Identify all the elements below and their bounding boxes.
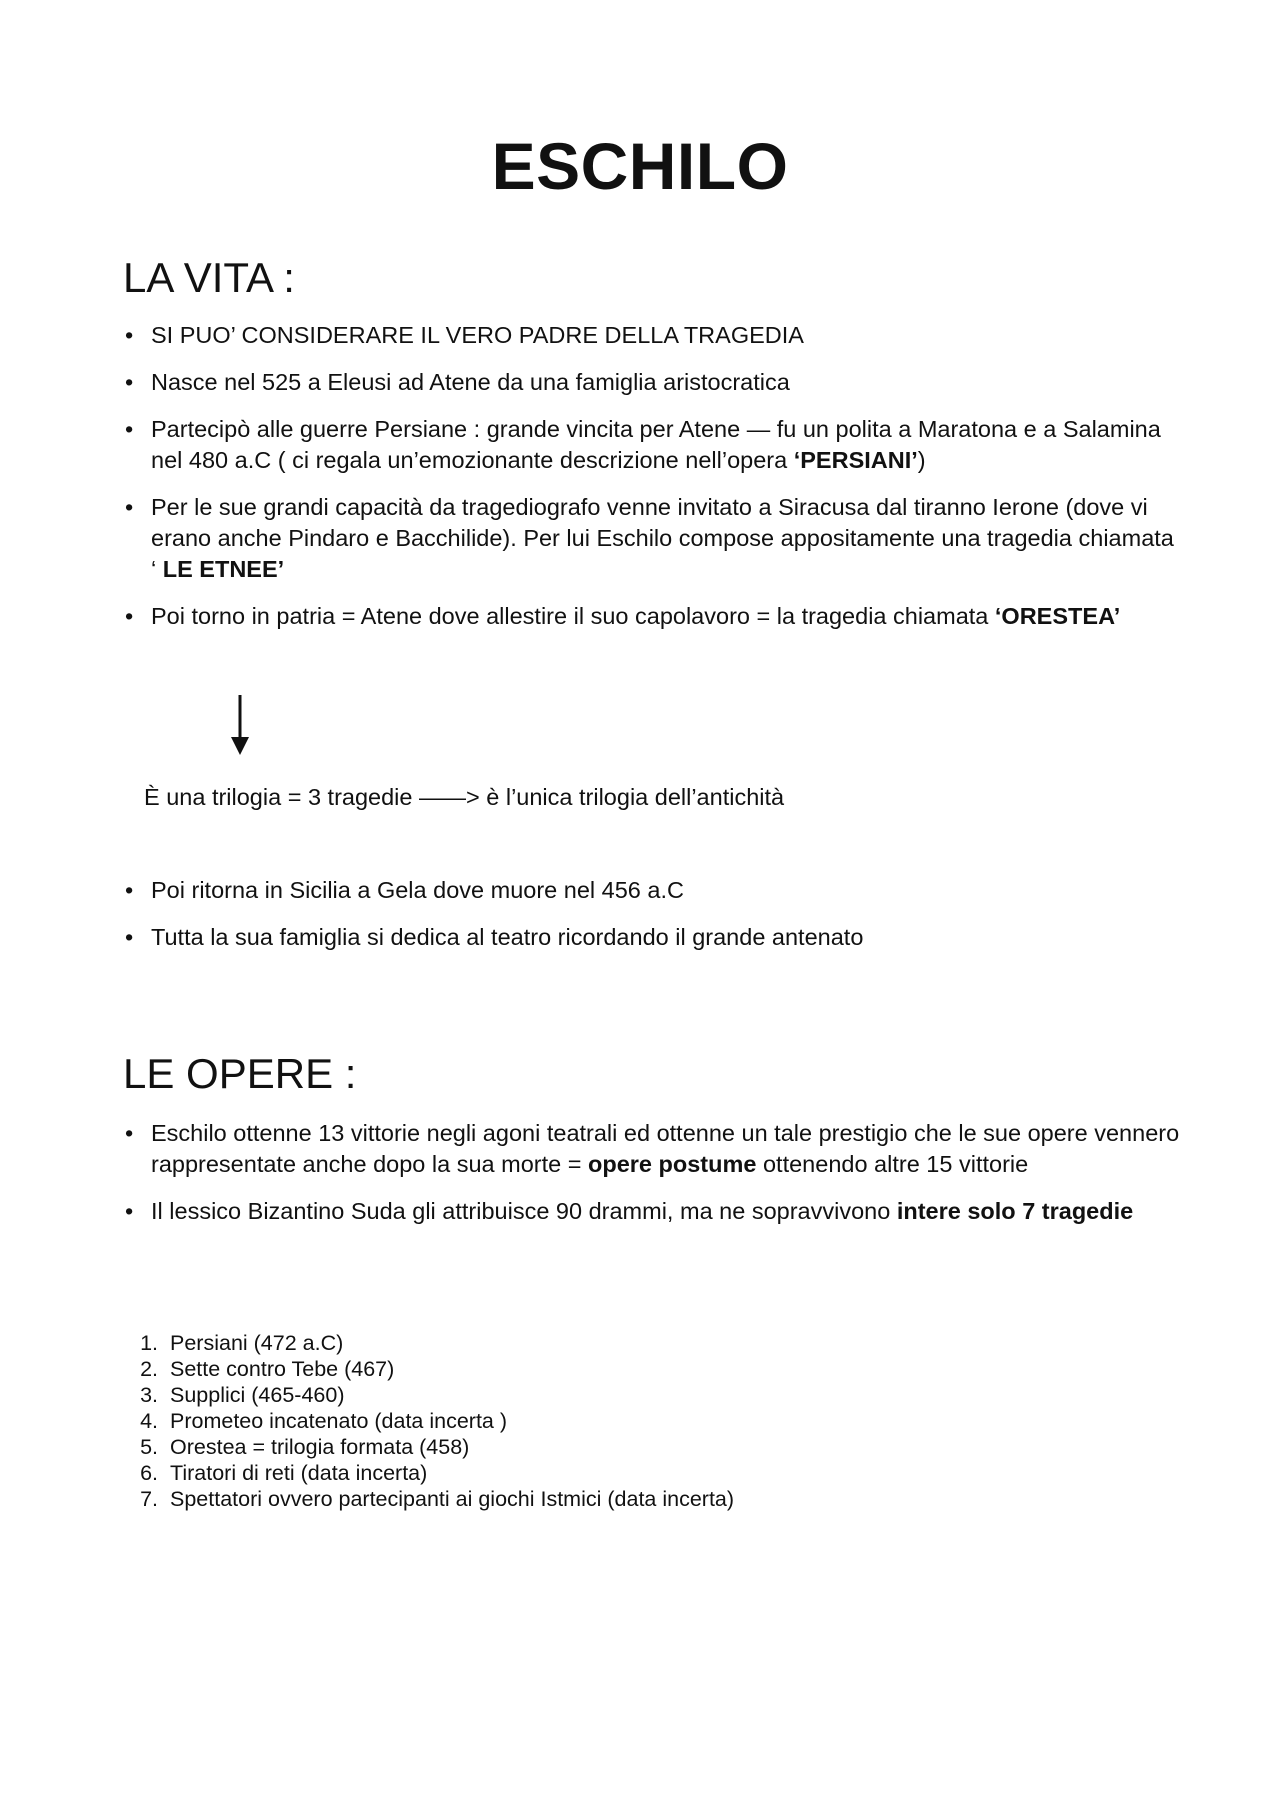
opere-bullet xyxy=(123,1196,1183,1227)
tragedies-list xyxy=(128,1330,734,1512)
bullet-text: Poi ritorna in Sicilia a Gela dove muore nel 456 a.C xyxy=(151,877,684,903)
page-title: ESCHILO xyxy=(491,129,789,203)
emphasis-text: ‘ORESTEA’ xyxy=(994,603,1121,629)
vita-bullet xyxy=(123,492,1183,585)
tragedy-number: 2. xyxy=(140,1357,158,1381)
tragedy-title: Spettatori ovvero partecipanti ai giochi Istmici (data incerta) xyxy=(170,1487,735,1511)
vita-bullet-list-after xyxy=(123,875,1183,969)
tragedy-number: 6. xyxy=(140,1461,158,1485)
bullet-text: Nasce nel 525 a Eleusi ad Atene da una famiglia aristocratica xyxy=(151,369,790,395)
bullet-text: Il lessico Bizantino Suda gli attribuisce 90 drammi, ma ne sopravvivono xyxy=(151,1198,897,1224)
section-heading-opere: LE OPERE : xyxy=(123,1050,357,1097)
vita-bullet xyxy=(123,601,1183,632)
trilogy-note: È una trilogia = 3 tragedie ——> è l’unica trilogia dell’antichità xyxy=(144,784,785,810)
tragedy-number: 4. xyxy=(140,1409,158,1433)
emphasis-text: intere solo 7 tragedie xyxy=(896,1198,1134,1224)
bullet-text: Per le sue grandi capacità da tragediografo venne invitato a Siracusa dal tiranno Ierone (dove vi erano anche Pindaro e Bacchilide). Per lui Eschilo compose appositamente una tragedia chiamata ‘ xyxy=(151,494,1174,582)
tragedy-number: 7. xyxy=(140,1487,158,1511)
tragedy-title: Orestea = trilogia formata (458) xyxy=(170,1435,470,1459)
section-heading-vita: LA VITA : xyxy=(123,254,295,301)
tragedy-item xyxy=(128,1434,734,1460)
vita-bullet-list xyxy=(123,320,1183,648)
tragedy-title: Prometeo incatenato (data incerta ) xyxy=(170,1409,508,1433)
tragedy-number: 1. xyxy=(140,1331,158,1355)
bullet-text: SI PUO’ CONSIDERARE IL VERO PADRE DELLA TRAGEDIA xyxy=(151,322,804,348)
tragedy-title: Sette contro Tebe (467) xyxy=(170,1357,395,1381)
tragedy-item xyxy=(128,1408,734,1434)
emphasis-text: LE ETNEE’ xyxy=(162,556,285,582)
bullet-text: Poi torno in patria = Atene dove allestire il suo capolavoro = la tragedia chiamata xyxy=(151,603,995,629)
emphasis-text: opere postume xyxy=(588,1151,757,1177)
tragedy-number: 5. xyxy=(140,1435,158,1459)
vita-bullet xyxy=(123,875,1183,906)
tragedy-item xyxy=(128,1486,734,1512)
tragedy-item xyxy=(128,1382,734,1408)
emphasis-text: ‘PERSIANI’ xyxy=(793,447,918,473)
bullet-text: ) xyxy=(917,447,926,473)
tragedy-title: Persiani (472 a.C) xyxy=(170,1331,344,1355)
tragedy-item xyxy=(128,1460,734,1486)
vita-bullet xyxy=(123,320,1183,351)
bullet-text: Eschilo ottenne 13 vittorie negli agoni teatrali ed ottenne un tale prestigio che le sue opere vennero rappresentate anche dopo la sua morte = xyxy=(151,1120,1180,1177)
bullet-text: Partecipò alle guerre Persiane : grande vincita per Atene — fu un polita a Maratona e a Salamina nel 480 a.C ( ci regala un’emozionante descrizione nell’opera xyxy=(151,416,1161,473)
opere-bullet xyxy=(123,1118,1183,1180)
tragedy-number: 3. xyxy=(140,1383,158,1407)
tragedy-item xyxy=(128,1356,734,1382)
down-arrow-icon xyxy=(228,695,252,757)
vita-bullet xyxy=(123,367,1183,398)
tragedy-item xyxy=(128,1330,734,1356)
vita-bullet xyxy=(123,922,1183,953)
opere-bullet-list xyxy=(123,1118,1183,1243)
bullet-text: Tutta la sua famiglia si dedica al teatro ricordando il grande antenato xyxy=(151,924,864,950)
bullet-text: ottenendo altre 15 vittorie xyxy=(756,1151,1029,1177)
vita-bullet xyxy=(123,414,1183,476)
tragedy-title: Tiratori di reti (data incerta) xyxy=(170,1461,428,1485)
tragedy-title: Supplici (465-460) xyxy=(170,1383,345,1407)
